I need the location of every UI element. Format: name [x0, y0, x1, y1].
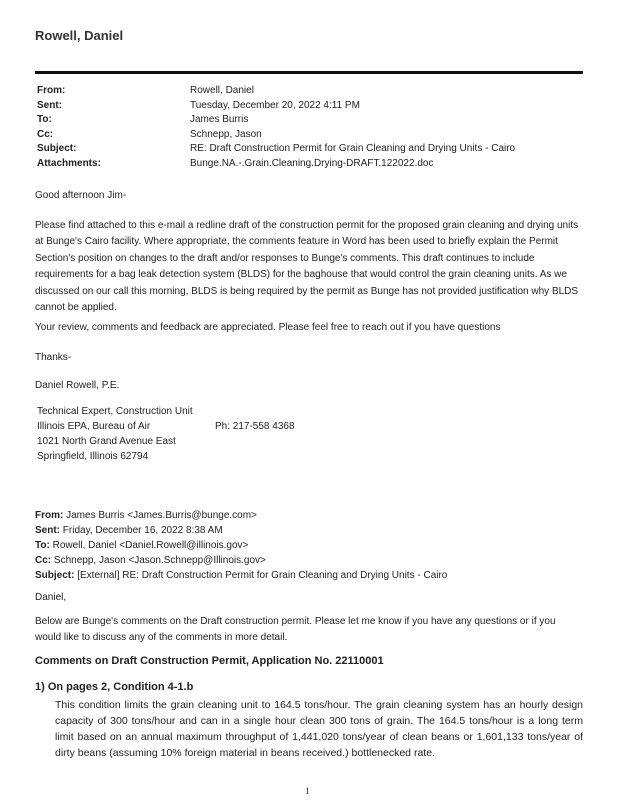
sender-name: Daniel Rowell, P.E.: [35, 380, 120, 391]
signature-title: Technical Expert, Construction Unit: [37, 406, 193, 417]
header-value: RE: Draft Construction Permit for Grain Cleaning and Drying Units - Cairo: [190, 143, 516, 154]
fwd-label: Sent:: [35, 525, 60, 536]
attachment-link[interactable]: Bunge.NA.-.Grain.Cleaning.Drying-DRAFT.122022.doc: [190, 158, 434, 169]
header-value: James Burris: [190, 114, 249, 125]
header-label: From:: [37, 85, 66, 96]
header-value: Schnepp, Jason: [190, 129, 262, 140]
fwd-value: [External] RE: Draft Construction Permit for Grain Cleaning and Drying Units - Cairo: [77, 570, 448, 581]
fwd-label: Subject:: [35, 570, 75, 581]
body-paragraph-1: Please find attached to this e-mail a redline draft of the construction permit for the proposed grain cleaning and drying units at Bunge's Cairo facility. Where appropriate, the comments feature in Word has been used to briefly explain the Permit Section's position on changes to the draft and/or responses to Bunge's comments. This draft continues to include requirements for a bag leak detection system (BLDS) for the baghouse that would control the grain cleaning units. As we discussed on our call this morning, BLDS is being required by the permit as Bunge has not provided justification why BLDS cannot be applied.: [35, 220, 579, 314]
header-label: Subject:: [37, 143, 77, 154]
closing: Thanks-: [35, 352, 72, 363]
header-value: Tuesday, December 20, 2022 4:11 PM: [190, 100, 360, 111]
greeting: Good afternoon Jim-: [35, 190, 127, 201]
comment-1-body: This condition limits the grain cleaning unit to 164.5 tons/hour. The grain cleaning system has an hourly design capacity of 300 tons/hour and can in a single hour clean 300 tons of grain. The 164.5 tons/hour is a long term limit based on an annual maximum throughput of 1,441,020 tons/year of clean beans or 1,601,133 tons/year of dirty beans (assuming 10% foreign material in beans received.) bottlenecked rate.: [55, 699, 583, 759]
fwd-value: Schnepp, Jason <Jason.Schnepp@Illinois.gov>: [53, 555, 266, 566]
fwd-greeting: Daniel,: [35, 592, 67, 603]
signature-address: 1021 North Grand Avenue East: [37, 436, 176, 447]
signature-org: Illinois EPA, Bureau of Air: [37, 421, 151, 432]
header-value: Rowell, Daniel: [190, 85, 254, 96]
fwd-paragraph: Below are Bunge's comments on the Draft construction permit. Please let me know if you have any questions or if you would like to discuss any of the comments in more detail.: [35, 616, 556, 644]
fwd-from: [35, 508, 580, 523]
header-label: Cc:: [37, 129, 54, 140]
header-label: Sent:: [37, 100, 62, 111]
fwd-sent: [35, 523, 580, 538]
fwd-value: James Burris <James.Burris@bunge.com>: [66, 510, 257, 521]
comments-heading: Comments on Draft Construction Permit, Application No. 22110001: [35, 655, 384, 667]
header-label: To:: [37, 114, 52, 125]
fwd-value: Rowell, Daniel <Daniel.Rowell@illinois.gov>: [52, 540, 249, 551]
forwarded-header: [35, 508, 580, 583]
fwd-label: Cc:: [35, 555, 52, 566]
fwd-subject: [35, 568, 580, 583]
signature-phone: Ph: 217-558 4368: [215, 421, 295, 432]
signature-city: Springfield, Illinois 62794: [37, 451, 149, 462]
fwd-value: Friday, December 16, 2022 8:38 AM: [62, 525, 223, 536]
fwd-to: [35, 538, 580, 553]
body-paragraph-2: Your review, comments and feedback are appreciated. Please feel free to reach out if you have questions: [35, 322, 501, 333]
header-label: Attachments:: [37, 158, 101, 169]
page-number: 1: [305, 786, 310, 796]
comment-1-title: 1) On pages 2, Condition 4-1.b: [35, 681, 194, 693]
fwd-label: From:: [35, 510, 64, 521]
title-divider: [35, 71, 583, 74]
mailbox-owner-title: Rowell, Daniel: [35, 28, 124, 43]
fwd-label: To:: [35, 540, 50, 551]
fwd-cc: [35, 553, 580, 568]
